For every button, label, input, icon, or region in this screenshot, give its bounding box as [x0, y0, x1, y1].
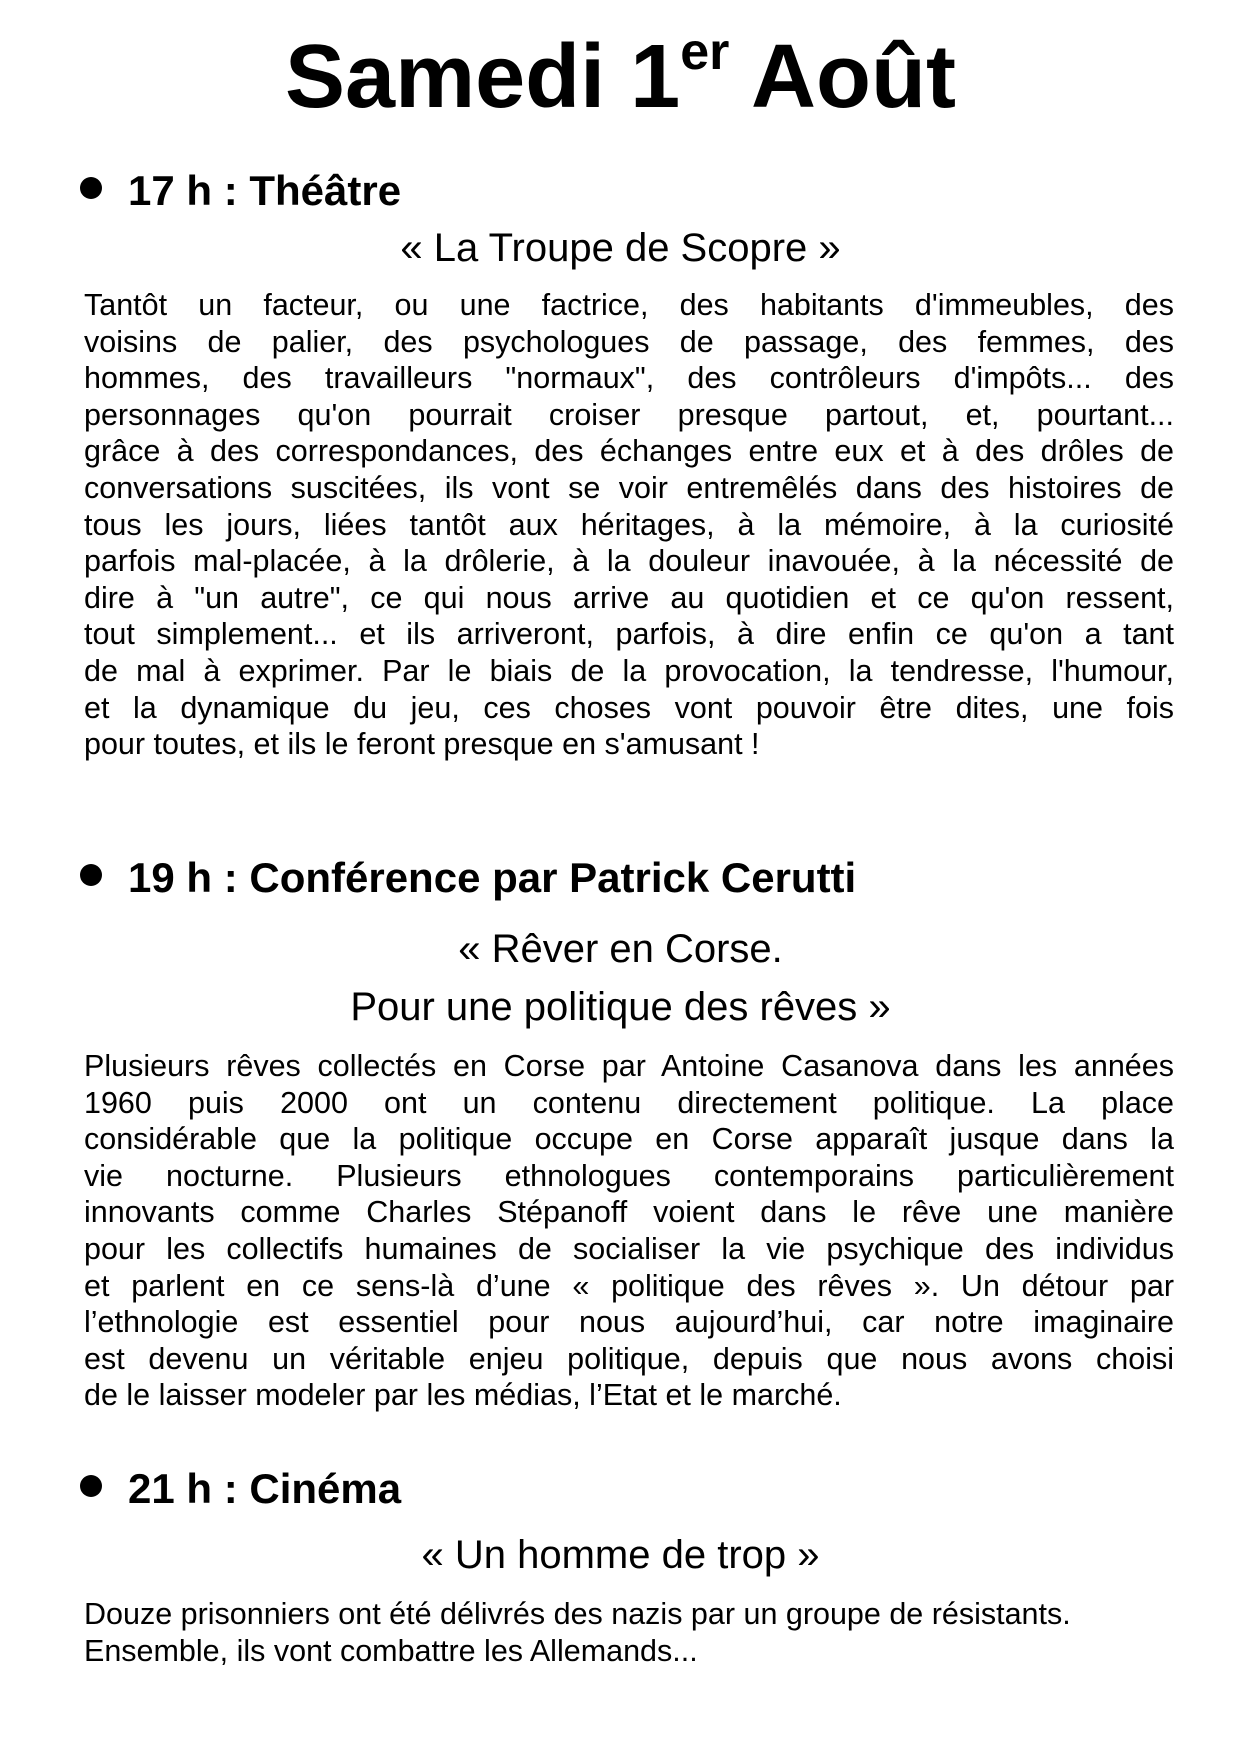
description-line: Plusieurs rêves collectés en Corse par Antoine Casanova dans les années [84, 1049, 1174, 1083]
description-line: tout simplement... et ils arriveront, parfois, à dire enfin ce qu'on a tant [84, 617, 1174, 652]
description-line: et la dynamique du jeu, ces choses vont pouvoir être dites, une fois [84, 690, 1174, 725]
event-heading-text: 21 h : Cinéma [128, 1465, 402, 1512]
page-title-superscript: er [680, 23, 730, 81]
description-line: l’ethnologie est essentiel pour nous aujourd’hui, car notre imaginaire [84, 1305, 1174, 1340]
description-line: pour toutes, et ils le feront presque en s'amusant ! [84, 727, 760, 762]
description-line: dire à "un autre", ce qui nous arrive au quotidien et ce qu'on ressent, [84, 580, 1174, 615]
description-line: de le laisser modeler par les médias, l’Etat et le marché. [84, 1378, 842, 1413]
event-subtitle: « Rêver en Corse. [458, 927, 783, 971]
event-heading-cinema [80, 1463, 401, 1515]
page-title [0, 22, 1241, 145]
bullet-icon [80, 177, 102, 199]
description-line: de mal à exprimer. Par le biais de la provocation, la tendresse, l'humour, [84, 653, 1174, 688]
description-line: Ensemble, ils vont combattre les Allemands... [84, 1633, 698, 1668]
description-line: hommes, des travailleurs "normaux", des contrôleurs d'impôts... des [84, 361, 1174, 396]
description-line: tous les jours, liées tantôt aux héritages, à la mémoire, à la curiosité [84, 507, 1174, 542]
description-line: parfois mal-placée, à la drôlerie, à la douleur inavouée, à la nécessité de [84, 544, 1174, 579]
event-subtitle: « La Troupe de Scopre » [400, 226, 841, 270]
event-heading-theatre [80, 165, 401, 217]
event-description-theatre [84, 287, 1174, 763]
description-line: Douze prisonniers ont été délivrés des nazis par un groupe de résistants. [84, 1597, 1071, 1631]
event-heading-conference [80, 852, 856, 904]
bullet-icon [80, 864, 102, 886]
event-heading-text: 17 h : Théâtre [128, 167, 402, 214]
bullet-icon [80, 1475, 102, 1497]
description-line: conversations suscitées, ils vont se voir entremêlés dans des histoires de [84, 470, 1174, 505]
page-title-main: Samedi 1 [285, 27, 681, 127]
description-line: Tantôt un facteur, ou une factrice, des habitants d'immeubles, des [84, 288, 1174, 322]
description-line: innovants comme Charles Stépanoff voient dans le rêve une manière [84, 1195, 1174, 1230]
event-heading-text: 19 h : Conférence par Patrick Cerutti [128, 854, 857, 901]
description-line: considérable que la politique occupe en Corse apparaît jusque dans la [84, 1122, 1174, 1157]
event-subtitle: « Un homme de trop » [421, 1533, 820, 1577]
event-subtitle: Pour une politique des rêves » [350, 985, 891, 1029]
description-line: 1960 puis 2000 ont un contenu directement politique. La place [84, 1085, 1174, 1120]
page-title-end: Août [729, 27, 956, 127]
description-line: pour les collectifs humaines de socialiser la vie psychique des individus [84, 1231, 1174, 1266]
description-line: et parlent en ce sens-là d’une « politique des rêves ». Un détour par [84, 1268, 1174, 1303]
event-description-conference [84, 1048, 1174, 1414]
description-line: personnages qu'on pourrait croiser presque partout, et, pourtant... [84, 397, 1174, 432]
description-line: grâce à des correspondances, des échanges entre eux et à des drôles de [84, 434, 1174, 469]
description-line: vie nocturne. Plusieurs ethnologues contemporains particulièrement [84, 1158, 1174, 1193]
description-line: est devenu un véritable enjeu politique, depuis que nous avons choisi [84, 1341, 1174, 1376]
event-description-cinema [84, 1596, 1174, 1669]
description-line: voisins de palier, des psychologues de passage, des femmes, des [84, 324, 1174, 359]
